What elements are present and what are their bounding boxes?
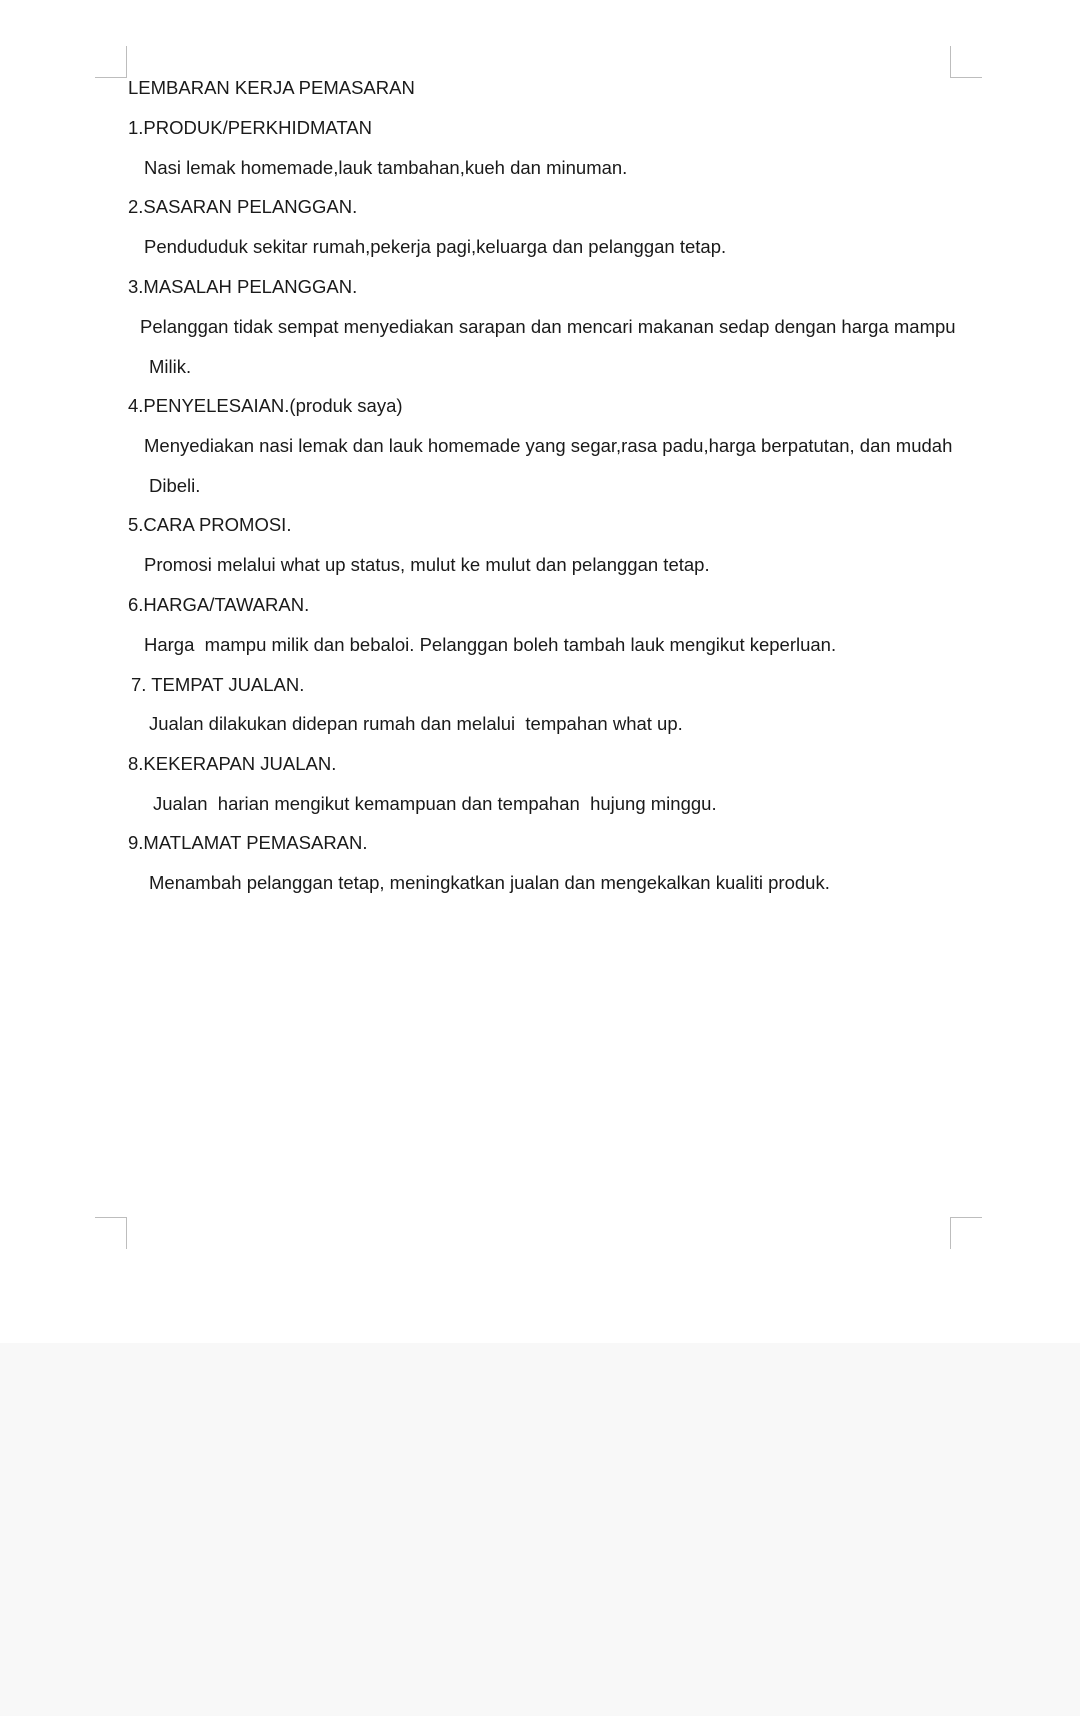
margin-corner-top-right	[950, 46, 982, 78]
section-body-sasaran: Pendududuk sekitar rumah,pekerja pagi,keluarga dan pelanggan tetap.	[144, 236, 727, 257]
section-heading-matlamat: 9.MATLAMAT PEMASARAN.	[128, 832, 368, 853]
section-body-harga: Harga mampu milik dan bebaloi. Pelanggan boleh tambah lauk mengikut keperluan.	[144, 634, 837, 655]
document-title: LEMBARAN KERJA PEMASARAN	[128, 77, 415, 98]
section-heading-tempat: 7. TEMPAT JUALAN.	[131, 674, 305, 695]
section-body-masalah-line2: Milik.	[149, 356, 192, 377]
margin-corner-top-left	[95, 46, 127, 78]
section-heading-promosi: 5.CARA PROMOSI.	[128, 514, 292, 535]
section-body-kekerapan: Jualan harian mengikut kemampuan dan tempahan hujung minggu.	[153, 793, 717, 814]
section-body-masalah-line1: Pelanggan tidak sempat menyediakan sarapan dan mencari makanan sedap dengan harga mampu	[140, 316, 956, 337]
margin-corner-bottom-right	[950, 1217, 982, 1249]
section-body-produk: Nasi lemak homemade,lauk tambahan,kueh dan minuman.	[144, 157, 628, 178]
section-body-matlamat: Menambah pelanggan tetap, meningkatkan jualan dan mengekalkan kualiti produk.	[149, 872, 830, 893]
section-body-tempat: Jualan dilakukan didepan rumah dan melalui tempahan what up.	[149, 713, 683, 734]
section-heading-penyelesaian: 4.PENYELESAIAN.(produk saya)	[128, 395, 403, 416]
viewer-background	[0, 1343, 1080, 1716]
section-body-penyelesaian-line2: Dibeli.	[149, 475, 201, 496]
section-heading-produk: 1.PRODUK/PERKHIDMATAN	[128, 117, 372, 138]
section-body-penyelesaian-line1: Menyediakan nasi lemak dan lauk homemade yang segar,rasa padu,harga berpatutan, dan mudah	[144, 435, 953, 456]
section-heading-masalah: 3.MASALAH PELANGGAN.	[128, 276, 358, 297]
section-heading-sasaran: 2.SASARAN PELANGGAN.	[128, 196, 358, 217]
section-heading-harga: 6.HARGA/TAWARAN.	[128, 594, 310, 615]
margin-corner-bottom-left	[95, 1217, 127, 1249]
section-body-promosi: Promosi melalui what up status, mulut ke mulut dan pelanggan tetap.	[144, 554, 710, 575]
section-heading-kekerapan: 8.KEKERAPAN JUALAN.	[128, 753, 337, 774]
